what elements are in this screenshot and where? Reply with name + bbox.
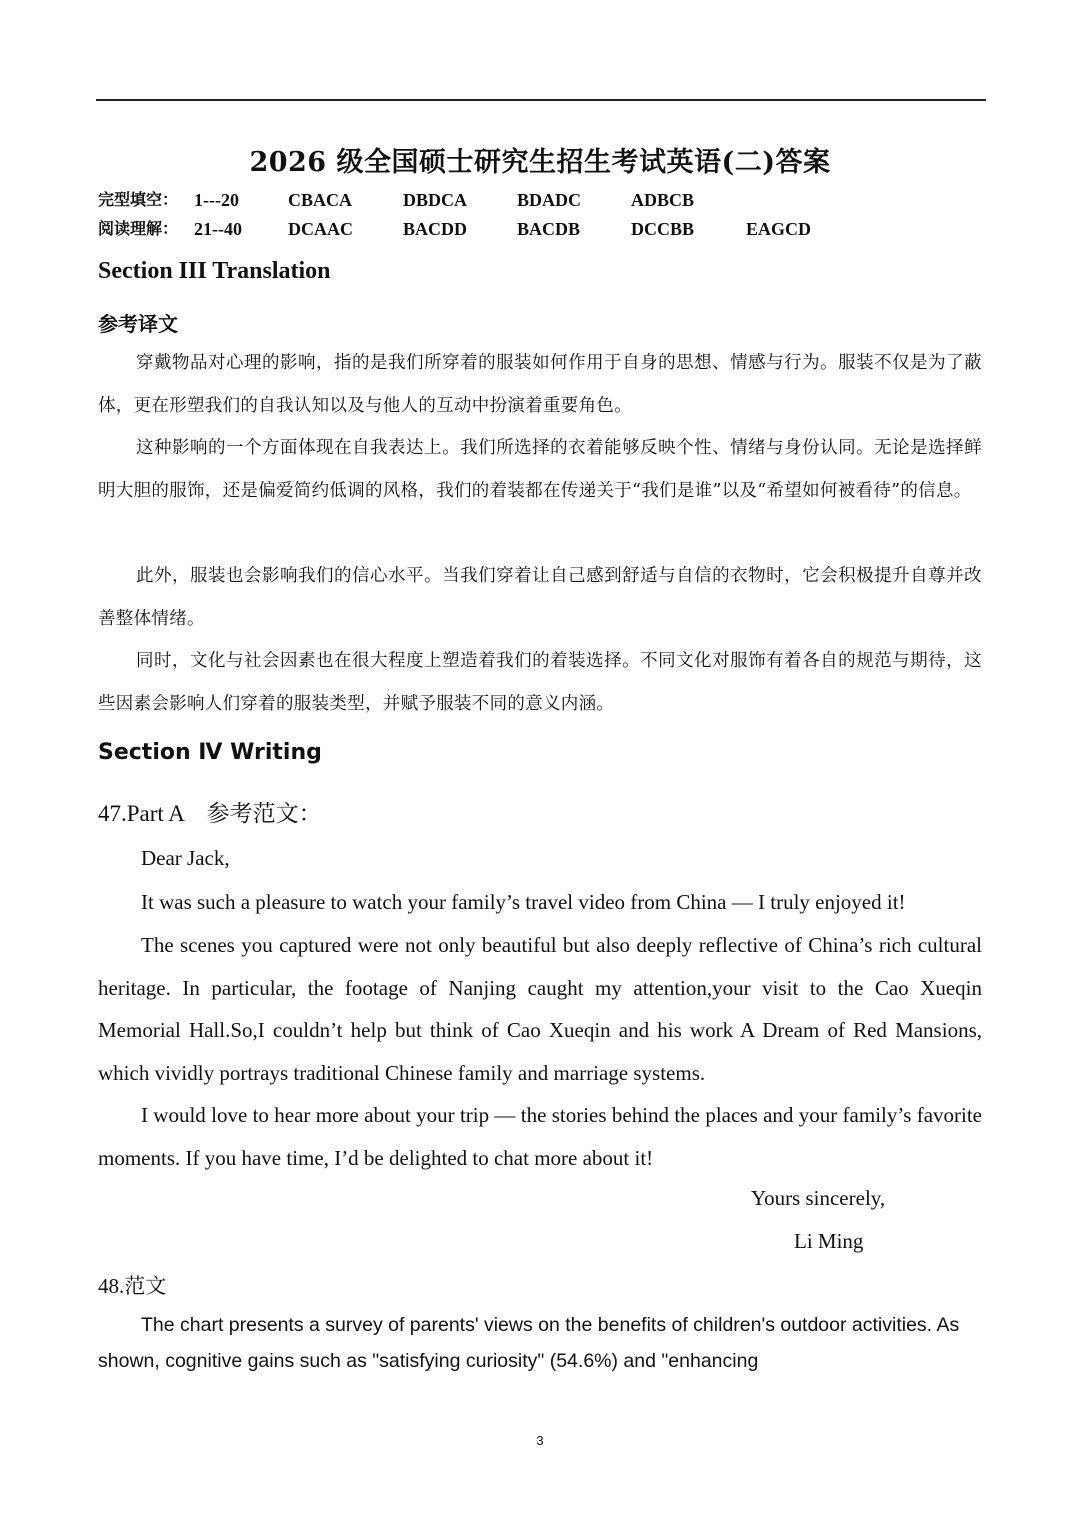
answer-group: ADBCB (631, 190, 695, 210)
translation-paragraph: 穿戴物品对心理的影响，指的是我们所穿着的服装如何作用于自身的思想、情感与行为。服装不仅是为了蔽体，更在形塑我们的自我认知以及与他人的互动中扮演着重要角色。 (98, 353, 982, 416)
letter-paragraph: The scenes you captured were not only beautiful but also deeply reflective of China’s rich cultural heritage. In particular, the footage of Nanjing caught my attention,your visit to the Cao Xueqin Memorial Hall.So,I couldn’t help but think of Cao Xueqin and his work A Dream of Red Mansions, which vividly portrays traditional Chinese family and marriage systems. (98, 933, 982, 1085)
letter-paragraph: It was such a pleasure to watch your family’s travel video from China — I truly enjoyed it! (141, 890, 906, 914)
page-number: 3 (536, 1433, 544, 1448)
answer-group: EAGCD (746, 219, 812, 239)
letter-signature: Li Ming (794, 1229, 864, 1253)
answer-group: CBACA (288, 190, 353, 210)
section-translation-heading: Section III Translation (98, 258, 331, 284)
essay-paragraph: The chart presents a survey of parents' views on the benefits of children's outdoor activities. As shown, cognitive gains such as "satisfying curiosity" (54.6%) and "enhancing (98, 1314, 960, 1372)
translation-subheading: 参考译文 (98, 312, 178, 336)
answer-group: DCAAC (288, 219, 353, 239)
answer-label-cloze: 完型填空： (98, 190, 179, 209)
answer-label-reading: 阅读理解： (98, 219, 179, 238)
answer-group: BACDB (517, 219, 581, 239)
page-title: 2026 级全国硕士研究生招生考试英语(二)答案 (249, 147, 831, 178)
header-rule (96, 99, 986, 101)
section-writing-heading: Section Ⅳ Writing (98, 740, 322, 765)
letter-salutation: Dear Jack, (141, 846, 230, 870)
letter-paragraph: I would love to hear more about your trip — the stories behind the places and your family’s favorite moments. If you have time, I’d be delighted to chat more about it! (98, 1103, 982, 1170)
answer-group: DBDCA (403, 190, 468, 210)
translation-paragraph: 此外，服装也会影响我们的信心水平。当我们穿着让自己感到舒适与自信的衣物时，它会积极提升自尊并改善整体情绪。 (98, 566, 982, 629)
part-b-heading: 48.范文 (98, 1274, 167, 1298)
translation-paragraph: 这种影响的一个方面体现在自我表达上。我们所选择的衣着能够反映个性、情绪与身份认同。无论是选择鲜明大胆的服饰，还是偏爱简约低调的风格，我们的着装都在传递关于“我们是谁”以及“希望如何被看待”的信息。 (98, 438, 982, 501)
answer-group: BDADC (517, 190, 582, 210)
answer-range-cloze: 1---20 (194, 190, 239, 210)
answer-group: DCCBB (631, 219, 695, 239)
answer-range-reading: 21--40 (194, 219, 242, 239)
translation-paragraph: 同时，文化与社会因素也在很大程度上塑造着我们的着装选择。不同文化对服饰有着各自的规范与期待，这些因素会影响人们穿着的服装类型，并赋予服装不同的意义内涵。 (98, 651, 982, 714)
answer-group: BACDD (403, 219, 468, 239)
part-a-heading: 47.Part A 参考范文： (98, 801, 322, 826)
letter-closing: Yours sincerely, (751, 1186, 886, 1210)
